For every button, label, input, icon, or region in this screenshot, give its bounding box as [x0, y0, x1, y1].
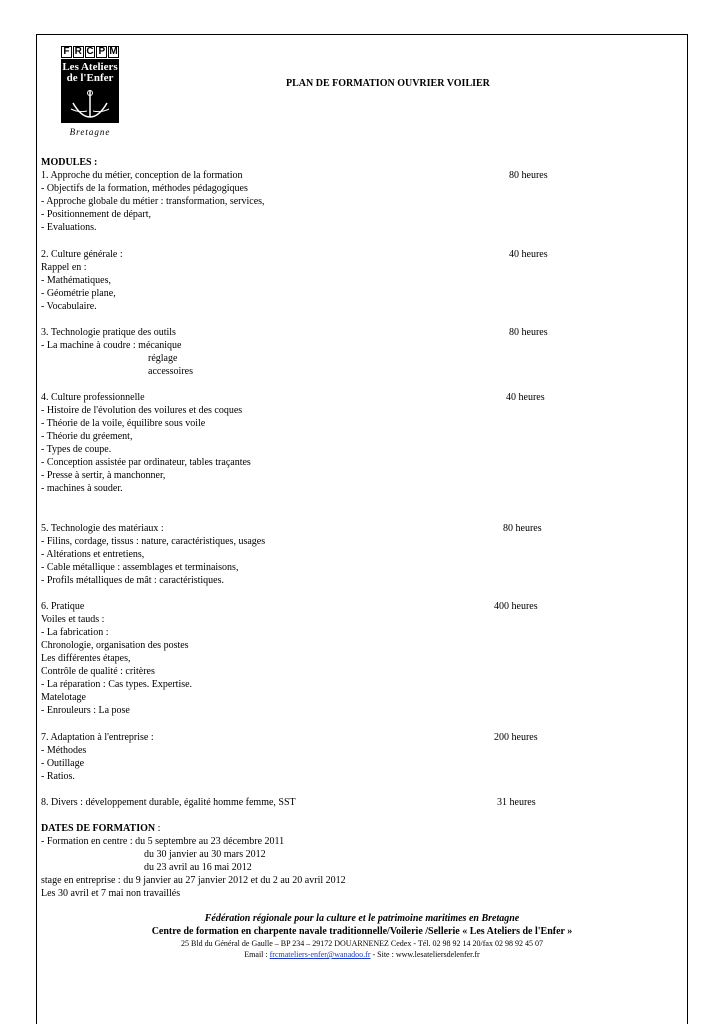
module-4-hours: 40 heures: [506, 392, 545, 403]
footer-federation: Fédération régionale pour la culture et le patrimoine maritimes en Bretagne: [204, 913, 520, 924]
module-line: Rappel en :: [41, 262, 87, 273]
email-link[interactable]: frcmateliers-enfer@wanadoo.fr: [269, 950, 371, 959]
modules-heading: MODULES :: [41, 157, 98, 168]
logo-letter: P: [96, 46, 107, 58]
module-line: - Conception assistée par ordinateur, tables traçantes: [41, 457, 251, 468]
logo-text-line1: Les Ateliers: [62, 61, 118, 73]
module-7-hours: 200 heures: [494, 732, 538, 743]
module-8-title: 8. Divers : développement durable, égalité homme femme, SST: [41, 797, 296, 808]
module-line: Matelotage: [41, 692, 86, 703]
module-line: - Vocabulaire.: [41, 301, 97, 312]
module-4-title: 4. Culture professionnelle: [41, 392, 145, 403]
frcpm-logo: [59, 45, 121, 137]
dates-heading-text: DATES DE FORMATION: [41, 823, 156, 834]
module-line: - Méthodes: [41, 745, 87, 756]
dates-line: stage en entreprise : du 9 janvier au 27 janvier 2012 et du 2 au 20 avril 2012: [41, 875, 346, 886]
module-line: Contrôle de qualité : critères: [41, 666, 155, 677]
module-line: - Enrouleurs : La pose: [41, 705, 130, 716]
module-5-hours: 80 heures: [503, 523, 542, 534]
module-line: - Evaluations.: [41, 222, 97, 233]
module-3-hours: 80 heures: [509, 327, 548, 338]
module-line: - Théorie du gréement,: [41, 431, 133, 442]
module-6-title: 6. Pratique: [41, 601, 85, 612]
module-line: - Approche globale du métier : transformation, services,: [41, 196, 265, 207]
module-line: - La fabrication :: [41, 627, 109, 638]
module-2-title: 2. Culture générale :: [41, 249, 123, 260]
module-line: réglage: [148, 353, 178, 364]
logo-letter: F: [61, 46, 72, 58]
logo-letters: [61, 46, 119, 58]
anchor-emblem-icon: [69, 87, 111, 121]
logo-letter: R: [74, 46, 82, 57]
logo-panel: [61, 59, 119, 123]
module-2-hours: 40 heures: [509, 249, 548, 260]
module-line: - Presse à sertir, à manchonner,: [41, 470, 166, 481]
module-line: - Positionnement de départ,: [41, 209, 151, 220]
module-line: - Filins, cordage, tissus : nature, caractéristiques, usages: [41, 536, 266, 547]
module-line: - Outillage: [41, 758, 85, 769]
module-line: - Ratios.: [41, 771, 75, 782]
module-line: - Objectifs de la formation, méthodes pédagogiques: [41, 183, 248, 194]
dates-heading-suffix: :: [155, 823, 161, 834]
module-8-hours: 31 heures: [497, 797, 536, 808]
logo-text-line2: de l'Enfer: [66, 72, 114, 84]
module-line: Les différentes étapes,: [41, 653, 131, 664]
module-line: - Histoire de l'évolution des voilures et des coques: [41, 405, 243, 416]
module-1-hours: 80 heures: [509, 170, 548, 181]
email-label: Email :: [244, 950, 270, 959]
module-line: - Cable métallique : assemblages et terminaisons,: [41, 562, 239, 573]
module-line: - machines à souder.: [41, 483, 123, 494]
module-7-title: 7. Adaptation à l'entreprise :: [41, 732, 154, 743]
footer-centre: Centre de formation en charpente navale traditionnelle/Voilerie /Sellerie « Les Ateliers de l'Enfer »: [151, 926, 573, 937]
module-line: - Géométrie plane,: [41, 288, 116, 299]
module-3-title: 3. Technologie pratique des outils: [41, 327, 176, 338]
module-line: - Profils métalliques de mât : caractéristiques.: [41, 575, 224, 586]
module-line: - La machine à coudre : mécanique: [41, 340, 182, 351]
module-line: - Altérations et entretiens,: [41, 549, 145, 560]
module-line: - Types de coupe.: [41, 444, 112, 455]
logo-region: Bretagne: [69, 127, 111, 137]
dates-line: du 30 janvier au 30 mars 2012: [144, 849, 266, 860]
module-6-hours: 400 heures: [494, 601, 538, 612]
footer-contact: [0, 949, 724, 961]
footer-address: 25 Bld du Général de Gaulle – BP 234 – 29172 DOUARNENEZ Cedex - Tél. 02 98 92 14 20/fax 02 98 92 45 07: [181, 939, 543, 948]
dates-heading: [41, 822, 160, 835]
document-title: PLAN DE FORMATION OUVRIER VOILIER: [286, 78, 490, 89]
module-1-title: 1. Approche du métier, conception de la formation: [41, 170, 243, 181]
module-line: - Mathématiques,: [41, 275, 111, 286]
logo-letter: C: [86, 46, 94, 57]
module-line: accessoires: [148, 366, 193, 377]
module-line: - La réparation : Cas types. Expertise.: [41, 679, 193, 690]
module-line: - Théorie de la voile, équilibre sous voile: [41, 418, 206, 429]
site-text: - Site : www.lesateliersdelenfer.fr: [370, 950, 480, 959]
module-line: Chronologie, organisation des postes: [41, 640, 189, 651]
logo-letter: M: [109, 46, 118, 57]
module-line: Voiles et tauds :: [41, 614, 105, 625]
module-5-title: 5. Technologie des matériaux :: [41, 523, 164, 534]
dates-line: - Formation en centre : du 5 septembre au 23 décembre 2011: [41, 836, 285, 847]
dates-line: Les 30 avril et 7 mai non travaillés: [41, 888, 181, 899]
dates-line: du 23 avril au 16 mai 2012: [144, 862, 252, 873]
